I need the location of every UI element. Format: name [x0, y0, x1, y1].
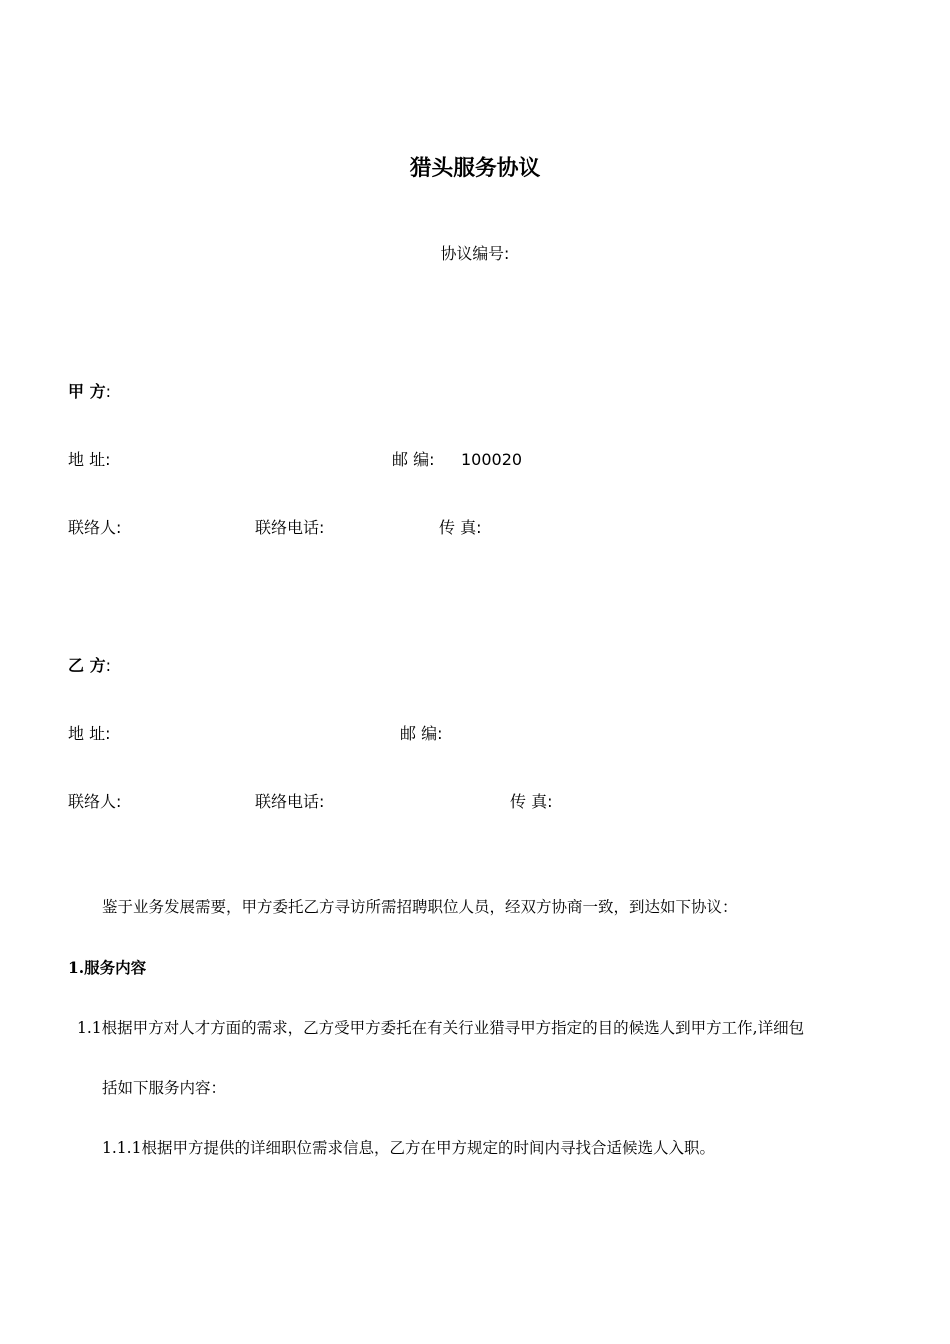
- party-b-fax-label: 传 真:: [510, 792, 553, 811]
- party-b-phone-label: 联络电话:: [255, 792, 325, 811]
- clause-1-1-line-1: 1.1根据甲方对人才方面的需求，乙方受甲方委托在有关行业猎寻甲方指定的目的候选人到甲方工作,详细包: [77, 1019, 805, 1037]
- party-a-heading-colon: :: [105, 382, 111, 401]
- section-1-title: 1.服务内容: [68, 958, 147, 977]
- party-a-postcode-label: 邮 编:: [392, 450, 435, 469]
- party-b-address-label: 地 址:: [68, 724, 111, 743]
- party-a-address-label: 地 址:: [68, 450, 111, 469]
- agreement-number-label: 协议编号:: [440, 244, 510, 263]
- party-b-heading: [68, 658, 111, 674]
- party-b-postcode-label: 邮 编:: [400, 724, 443, 743]
- party-a-fax-label: 传 真:: [439, 518, 482, 537]
- clause-1-1-1: 1.1.1根据甲方提供的详细职位需求信息，乙方在甲方规定的时间内寻找合适候选人入职。: [102, 1139, 715, 1157]
- party-a-postcode-value: 100020: [461, 450, 523, 469]
- party-b-heading-colon: :: [105, 656, 111, 675]
- party-a-heading-text: 甲 方: [68, 382, 106, 401]
- preamble-paragraph: 鉴于业务发展需要，甲方委托乙方寻访所需招聘职位人员，经双方协商一致，到达如下协议：: [102, 898, 738, 916]
- party-a-phone-label: 联络电话:: [255, 518, 325, 537]
- party-b-heading-text: 乙 方: [68, 656, 106, 675]
- party-a-contact-label: 联络人:: [68, 518, 122, 537]
- document-title: 猎头服务协议: [409, 156, 541, 181]
- party-a-heading: [68, 384, 111, 400]
- party-b-contact-label: 联络人:: [68, 792, 122, 811]
- clause-1-1-line-2: 括如下服务内容：: [102, 1079, 227, 1097]
